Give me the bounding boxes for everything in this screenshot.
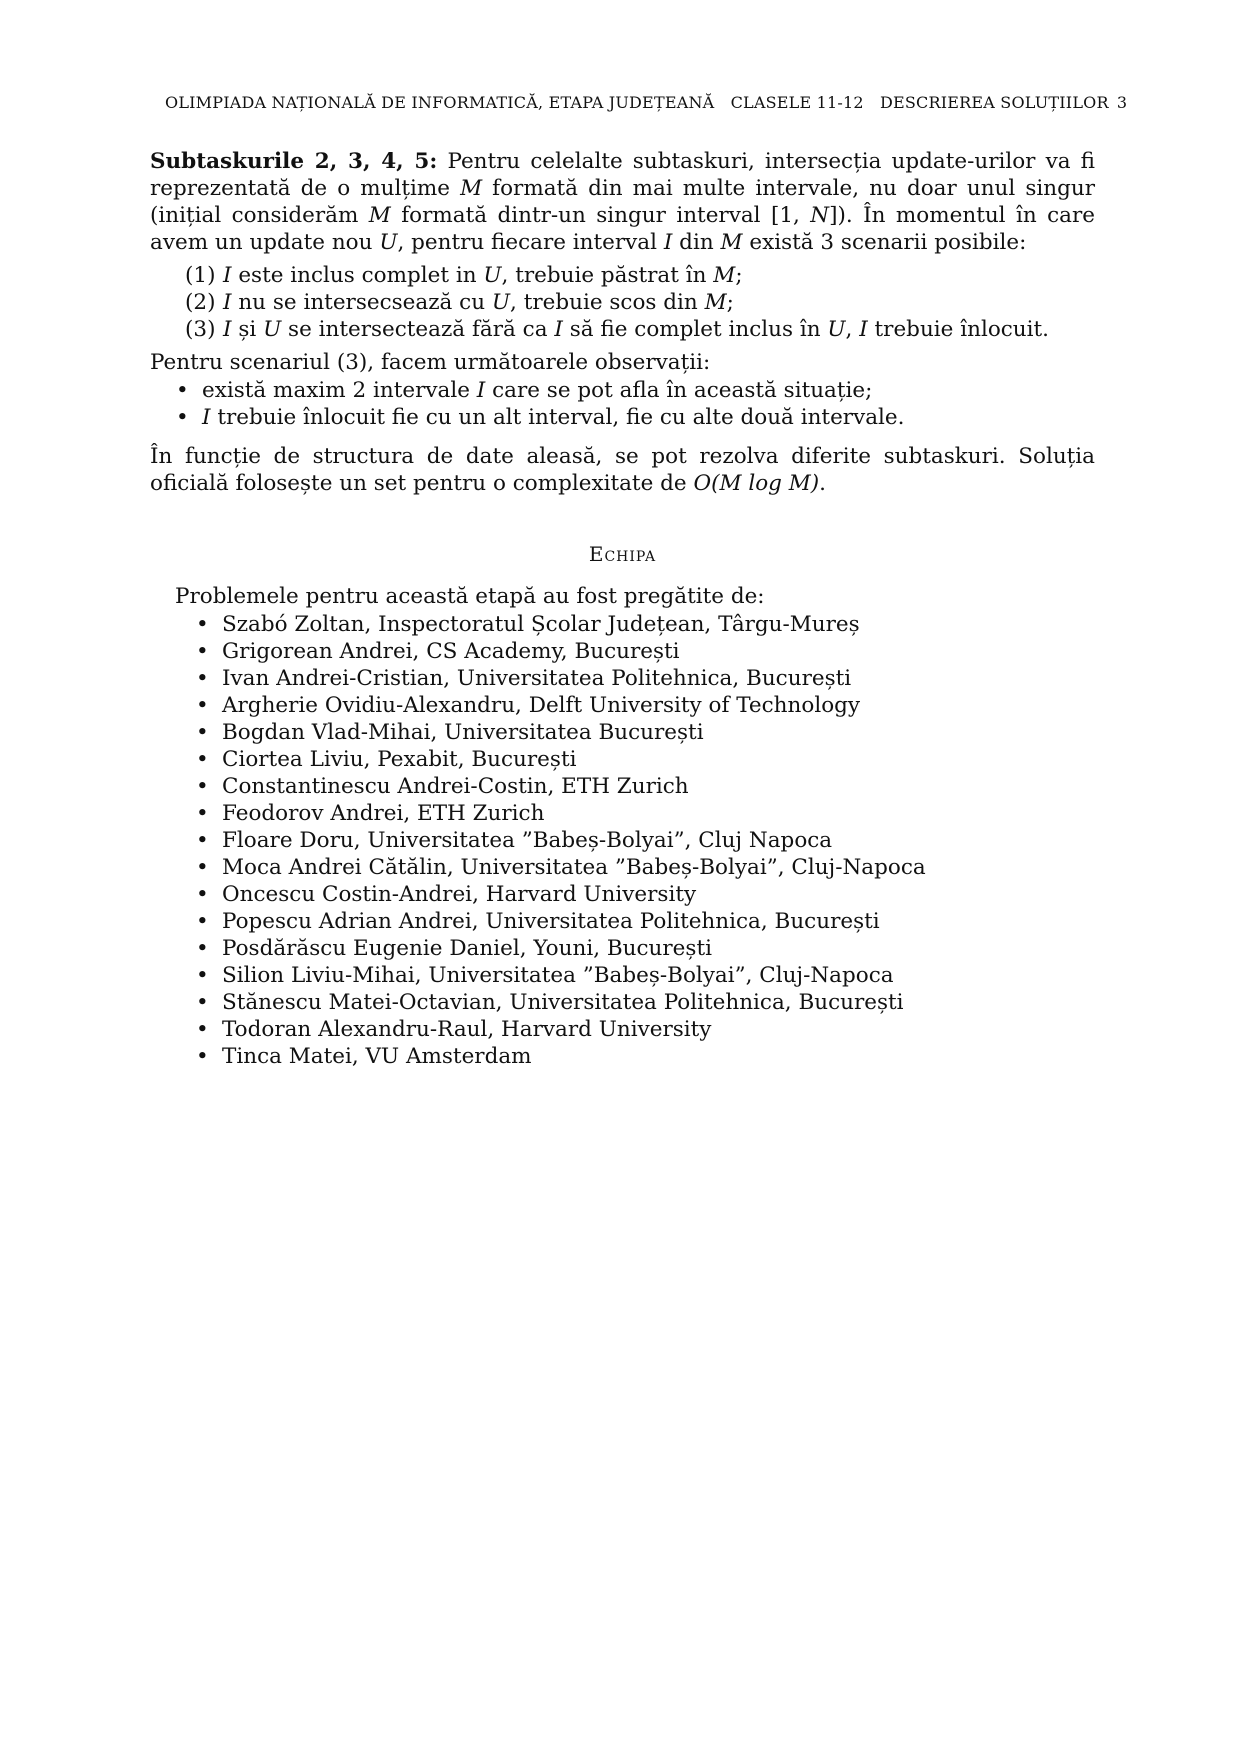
team-member: • Popescu Adrian Andrei, Universitatea Politehnica, București: [222, 909, 880, 934]
team-member: • Oncescu Costin-Andrei, Harvard University: [222, 882, 696, 907]
subtasks-paragraph: Subtaskurile 2, 3, 4, 5: Pentru celelalte subtaskuri, intersecția update-urilor va fi reprezentată de o mulțime M formată din mai multe intervale, nu doar unul singur (inițial considerăm M formată dintr-un singur interval [1, N]). În momentul în care avem un update nou U, pentru fiecare interval I din M există 3 scenarii posibile:: [150, 149, 1095, 255]
team-member: • Stănescu Matei-Octavian, Universitatea Politehnica, București: [222, 990, 904, 1015]
team-member: • Bogdan Vlad-Mihai, Universitatea București: [222, 720, 704, 745]
team-member: • Szabó Zoltan, Inspectoratul Școlar Județean, Târgu-Mureș: [222, 612, 860, 637]
running-header: OLIMPIADA NAȚIONALĂ DE INFORMATICĂ, ETAPA JUDEȚEANĂ CLASELE 11-12 DESCRIEREA SOLUȚIILOR 3: [165, 93, 1128, 112]
team-member: • Tinca Matei, VU Amsterdam: [222, 1044, 532, 1069]
team-member: • Ciortea Liviu, Pexabit, București: [222, 747, 576, 772]
team-member: • Argherie Ovidiu-Alexandru, Delft University of Technology: [222, 693, 860, 718]
observations-intro: Pentru scenariul (3), facem următoarele observații:: [150, 350, 711, 375]
team-member: • Ivan Andrei-Cristian, Universitatea Politehnica, București: [222, 666, 851, 691]
team-member: • Grigorean Andrei, CS Academy, București: [222, 639, 680, 664]
team-member: • Posdărăscu Eugenie Daniel, Youni, București: [222, 936, 712, 961]
observation-item: • există maxim 2 intervale I care se pot afla în această situație;: [202, 378, 872, 403]
scenario-item: (2) I nu se intersecsează cu U, trebuie scos din M;: [185, 290, 734, 315]
team-member: • Todoran Alexandru-Raul, Harvard University: [222, 1017, 711, 1042]
team-intro: Problemele pentru această etapă au fost pregătite de:: [175, 584, 765, 609]
team-heading: Echipa: [588, 542, 657, 566]
observation-item: • I trebuie înlocuit fie cu un alt interval, fie cu alte două intervale.: [202, 405, 904, 430]
team-member: • Floare Doru, Universitatea ”Babeș-Bolyai”, Cluj Napoca: [222, 828, 832, 853]
team-member: • Silion Liviu-Mihai, Universitatea ”Babeș-Bolyai”, Cluj-Napoca: [222, 963, 894, 988]
team-member: • Moca Andrei Cătălin, Universitatea ”Babeș-Bolyai”, Cluj-Napoca: [222, 855, 926, 880]
scenario-item: (1) I este inclus complet in U, trebuie păstrat în M;: [185, 263, 743, 288]
complexity-formula: O(M log M): [693, 471, 820, 496]
conclusion-paragraph: În funcție de structura de date aleasă, se pot rezolva diferite subtaskuri. Soluția oficială folosește un set pentru o complexitate de O(M log M).: [150, 444, 1095, 496]
team-member: • Feodorov Andrei, ETH Zurich: [222, 801, 544, 826]
team-member: • Constantinescu Andrei-Costin, ETH Zurich: [222, 774, 689, 799]
scenario-item: (3) I și U se intersectează fără ca I să fie complet inclus în U, I trebuie înlocuit.: [185, 317, 1050, 342]
subtasks-label: Subtaskurile 2, 3, 4, 5:: [150, 149, 438, 174]
